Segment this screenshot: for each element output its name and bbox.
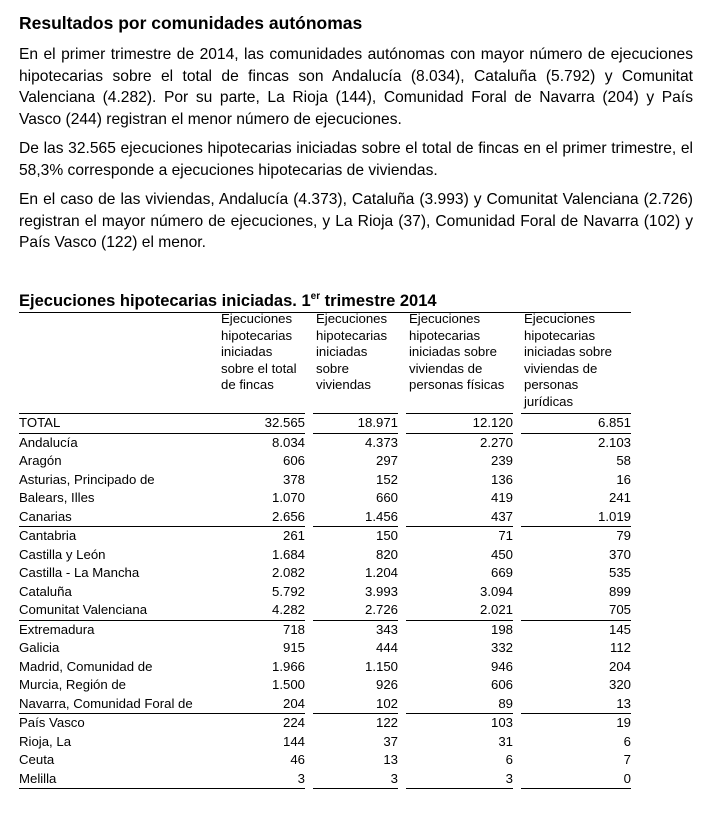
row-label: Castilla y León — [19, 546, 106, 562]
table-row — [19, 620, 631, 639]
table-row — [19, 508, 631, 527]
cell-total-fincas: 2.656 — [218, 508, 305, 527]
cell-personas-fisicas: 437 — [406, 508, 513, 527]
cell-personas-juridicas: 0 — [521, 770, 631, 789]
cell-total-fincas: 224 — [282, 715, 305, 730]
cell-viviendas: 1.204 — [364, 565, 398, 580]
row-label: Madrid, Comunidad de — [19, 658, 153, 674]
row-label: Galicia — [19, 640, 60, 655]
cell-viviendas: 820 — [375, 546, 398, 562]
table-row — [19, 770, 631, 789]
cell-personas-juridicas: 13 — [521, 695, 631, 714]
cell-personas-juridicas: 79 — [616, 528, 631, 543]
row-label: Cantabria — [19, 528, 77, 543]
cell-viviendas: 1.456 — [313, 508, 398, 527]
cell-total-fincas: 8.034 — [271, 434, 305, 450]
cell-viviendas: 3.993 — [364, 583, 398, 599]
header-personas-fisicas: Ejecuciones hipotecarias iniciadas sobre viviendas de personas físicas — [409, 311, 505, 392]
cell-total-fincas: 144 — [282, 733, 305, 749]
cell-personas-fisicas: 2.270 — [479, 434, 513, 450]
table-title-tail: trimestre 2014 — [320, 292, 437, 310]
cell-total-fincas: 5.792 — [271, 583, 305, 599]
report-section — [19, 10, 693, 262]
row-label: País Vasco — [19, 715, 85, 730]
paragraph-dwellings: En el caso de las viviendas, Andalucía (4.373), Cataluña (3.993) y Comunitat Valenciana (2.726) registran el mayor número de ejecuciones, y La Rioja (37), Comunidad Foral de Navarra (102) y País Vasco (122) el menor. — [19, 191, 693, 251]
cell-personas-fisicas: 103 — [490, 715, 513, 730]
cell-personas-fisicas: 606 — [490, 677, 513, 692]
cell-viviendas: 2.726 — [313, 601, 398, 620]
cell-viviendas: 152 — [375, 471, 398, 487]
cell-personas-fisicas: 89 — [406, 695, 513, 714]
table-row — [19, 414, 631, 434]
cell-personas-juridicas: 112 — [609, 640, 631, 655]
cell-viviendas: 122 — [375, 715, 398, 730]
table-row — [19, 489, 631, 508]
table-row — [19, 433, 631, 452]
table-header-row — [19, 309, 631, 414]
table-title-main: Ejecuciones hipotecarias iniciadas. 1 — [19, 292, 311, 310]
cell-total-fincas: 378 — [282, 471, 305, 487]
table-row — [19, 639, 631, 658]
table-row — [19, 714, 631, 733]
cell-personas-juridicas: 1.019 — [521, 508, 631, 527]
row-label: Castilla - La Mancha — [19, 565, 140, 580]
cell-total-fincas: 1.500 — [271, 677, 305, 692]
cell-viviendas: 13 — [383, 752, 398, 767]
cell-total-fincas: 3 — [218, 770, 305, 789]
row-label: Andalucía — [19, 434, 78, 450]
cell-personas-juridicas: 6.851 — [521, 414, 631, 434]
cell-personas-fisicas: 946 — [490, 658, 513, 674]
row-label: Asturias, Principado de — [19, 471, 155, 487]
table-row — [19, 751, 631, 770]
table-row — [19, 471, 631, 490]
row-label: Canarias — [19, 508, 218, 527]
row-label: Aragón — [19, 453, 62, 468]
cell-personas-juridicas: 241 — [608, 490, 631, 505]
row-label: Cataluña — [19, 583, 72, 599]
table-row — [19, 658, 631, 677]
cell-personas-fisicas: 12.120 — [406, 414, 513, 434]
row-label: Navarra, Comunidad Foral de — [19, 695, 218, 714]
cell-personas-juridicas: 145 — [608, 621, 631, 637]
cell-viviendas: 150 — [375, 528, 398, 543]
cell-total-fincas: 718 — [282, 621, 305, 637]
cell-personas-juridicas: 16 — [616, 471, 631, 487]
paragraph-total-share: De las 32.565 ejecuciones hipotecarias iniciadas sobre el total de fincas en el primer trimestre, el 58,3% corresponde a ejecuciones hipotecarias de viviendas. — [19, 140, 693, 179]
table-row — [19, 452, 631, 471]
foreclosures-table — [19, 309, 631, 789]
cell-personas-juridicas: 2.103 — [597, 434, 631, 450]
cell-personas-fisicas: 332 — [490, 640, 513, 655]
cell-viviendas: 660 — [375, 490, 398, 505]
table-row — [19, 676, 631, 695]
row-label: Balears, Illes — [19, 490, 95, 505]
cell-viviendas: 297 — [375, 453, 398, 468]
table-row — [19, 601, 631, 620]
cell-personas-fisicas: 6 — [505, 752, 513, 767]
cell-personas-juridicas: 204 — [608, 658, 631, 674]
table-row — [19, 546, 631, 565]
cell-total-fincas: 46 — [290, 752, 305, 767]
table-row — [19, 583, 631, 602]
cell-viviendas: 18.971 — [313, 414, 398, 434]
section-heading: Resultados por comunidades autónomas — [19, 13, 363, 33]
table-row — [19, 527, 631, 546]
cell-total-fincas: 606 — [282, 453, 305, 468]
cell-personas-fisicas: 198 — [490, 621, 513, 637]
cell-personas-juridicas: 7 — [623, 752, 631, 767]
table-body — [19, 414, 631, 789]
cell-personas-juridicas: 899 — [608, 583, 631, 599]
cell-personas-fisicas: 450 — [490, 546, 513, 562]
cell-viviendas: 926 — [375, 677, 398, 692]
cell-personas-fisicas: 136 — [490, 471, 513, 487]
cell-personas-fisicas: 71 — [498, 528, 513, 543]
cell-total-fincas: 1.684 — [271, 546, 305, 562]
cell-personas-juridicas: 19 — [616, 715, 631, 730]
cell-viviendas: 1.150 — [364, 658, 398, 674]
cell-total-fincas: 204 — [218, 695, 305, 714]
row-label: Melilla — [19, 770, 218, 789]
cell-personas-fisicas: 3 — [406, 770, 513, 789]
row-label: Murcia, Región de — [19, 677, 127, 692]
cell-personas-juridicas: 320 — [608, 677, 631, 692]
header-personas-juridicas: Ejecuciones hipotecarias iniciadas sobre viviendas de personas jurídicas — [524, 311, 612, 409]
cell-total-fincas: 1.070 — [271, 490, 305, 505]
cell-personas-fisicas: 669 — [490, 565, 513, 580]
cell-viviendas: 444 — [375, 640, 398, 655]
cell-personas-fisicas: 2.021 — [406, 601, 513, 620]
cell-total-fincas: 1.966 — [271, 658, 305, 674]
table-title-superscript: er — [310, 291, 321, 302]
cell-personas-fisicas: 3.094 — [479, 583, 513, 599]
cell-viviendas: 102 — [313, 695, 398, 714]
table-row — [19, 564, 631, 583]
cell-total-fincas: 4.282 — [218, 601, 305, 620]
cell-personas-fisicas: 419 — [490, 490, 513, 505]
cell-personas-juridicas: 705 — [521, 601, 631, 620]
cell-viviendas: 4.373 — [364, 434, 398, 450]
cell-viviendas: 37 — [383, 733, 398, 749]
cell-total-fincas: 915 — [282, 640, 305, 655]
row-label: Extremadura — [19, 621, 95, 637]
cell-personas-fisicas: 239 — [490, 453, 513, 468]
row-label: Rioja, La — [19, 733, 72, 749]
table-row — [19, 695, 631, 714]
header-total-fincas: Ejecuciones hipotecarias iniciadas sobre el total de fincas — [221, 311, 297, 392]
row-label: Ceuta — [19, 752, 55, 767]
table-row — [19, 733, 631, 752]
cell-personas-juridicas: 6 — [623, 733, 631, 749]
cell-personas-juridicas: 370 — [608, 546, 631, 562]
cell-personas-juridicas: 535 — [608, 565, 631, 580]
row-label: Comunitat Valenciana — [19, 601, 218, 620]
header-viviendas: Ejecuciones hipotecarias iniciadas sobre viviendas — [316, 311, 388, 392]
row-label: TOTAL — [19, 414, 218, 434]
cell-total-fincas: 32.565 — [218, 414, 305, 434]
cell-viviendas: 3 — [313, 770, 398, 789]
cell-total-fincas: 2.082 — [271, 565, 305, 580]
header-region — [19, 309, 218, 414]
cell-personas-juridicas: 58 — [616, 453, 631, 468]
cell-total-fincas: 261 — [282, 528, 305, 543]
paragraph-top-regions: En el primer trimestre de 2014, las comunidades autónomas con mayor número de ejecuciones hipotecarias sobre el total de fincas son Andalucía (8.034), Cataluña (5.792) y Comunitat Valenciana (4.282). Por su parte, La Rioja (144), Comunidad Foral de Navarra (204) y País Vasco (244) registran el menor número de ejecuciones. — [19, 46, 693, 128]
cell-viviendas: 343 — [375, 621, 398, 637]
cell-personas-fisicas: 31 — [498, 733, 513, 749]
